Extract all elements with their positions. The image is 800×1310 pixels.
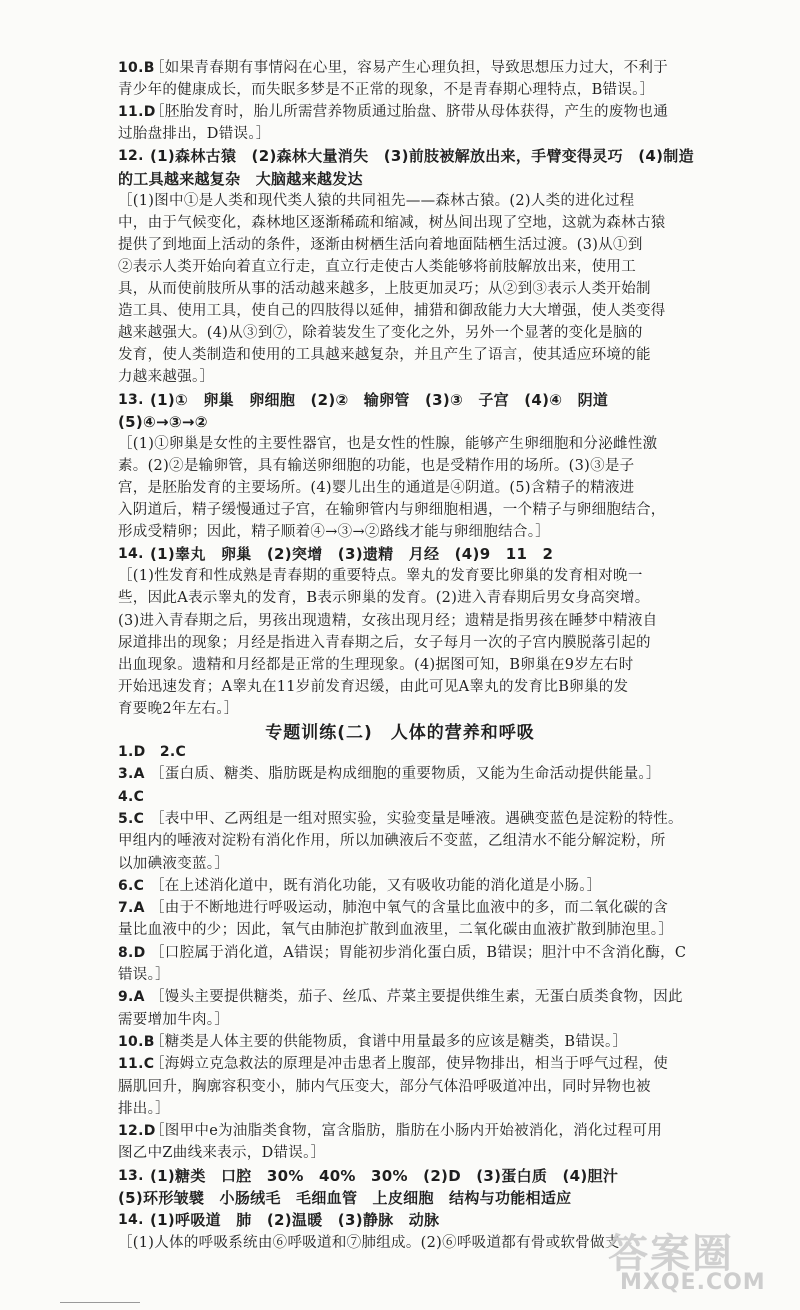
answer-text-line: ［胚胎发育时，胎儿所需营养物质通过胎盘、脐带从母体获得，产生的废物也通 (150, 104, 668, 121)
question-number: 11.D (118, 104, 156, 121)
question-number: 13. (118, 391, 144, 408)
answer-text-line: 育要晚2年左右。］ (118, 700, 239, 717)
answer-text-line: ［海姆立克急救法的原理是冲击患者上腹部，使异物排出，相当于呼气过程，使 (150, 1056, 668, 1073)
answer-text-line: 需要增加牛肉。］ (118, 1011, 230, 1028)
answer-text-line: 排出。］ (118, 1100, 170, 1117)
question-number: 8.D (118, 944, 146, 961)
answer-text-line: 青少年的健康成长，而失眠多梦是不正常的现象，不是青春期心理特点，B错误。］ (118, 82, 655, 99)
answer-text-line: ［馒头主要提供糖类，茄子、丝瓜、芹菜主要提供维生素，无蛋白质类食物，因此 (150, 989, 683, 1006)
answer-text-line: 错误。］ (118, 967, 170, 983)
answer-text-line: 具，从而使前肢所从事的活动越来越多，上肢更加灵巧；从②到③表示人类开始制 (118, 281, 651, 297)
answer-text-line: 量比血液中的少；因此，氧气由肺泡扩散到血液里，二氧化碳由血液扩散到肺泡里。］ (118, 922, 674, 939)
question-number: 1.D 2.C (118, 744, 187, 760)
answer-text-line: 力越来越强。］ (118, 369, 215, 386)
question-number: 4.C (118, 788, 145, 805)
question-number: 10.B (118, 1033, 155, 1050)
answer-text-line: ②表示人类开始向着直立行走，直立行走使古人类能够将前肢解放出来，使用工 (118, 258, 636, 275)
question-number: 5.C (118, 810, 145, 827)
answer-text-line: ［(1)人体的呼吸系统由⑥呼吸道和⑦肺组成。(2)⑥呼吸道都有骨或软骨做支 (118, 1234, 620, 1251)
answer-text-line: (1)森林古猿 (2)森林大量消失 (3)前肢被解放出来，手臂变得灵巧 (4)制造 (150, 147, 694, 166)
answer-text-line: 过胎盘排出，D错误。］ (118, 126, 271, 143)
answer-text-line: ［表中甲、乙两组是一组对照实验，实验变量是唾液。遇碘变蓝色是淀粉的特性。 (150, 810, 683, 827)
answer-text-line: 出血现象。遗精和月经都是正常的生理现象。(4)据图可知，B卵巢在9岁左右时 (118, 656, 634, 673)
answer-text-line: ［蛋白质、糖类、脂肪既是构成细胞的重要物质，又能为生命活动提供能量。］ (150, 766, 661, 783)
watermark-url: MXQE.COM (620, 1270, 766, 1295)
question-number: 10.B (118, 60, 155, 76)
answer-text-line: (3)进入青春期之后，男孩出现遗精，女孩出现月经；遗精是指男孩在睡梦中精液自 (118, 612, 658, 629)
answer-text-line: 宫，是胚胎发育的主要场所。(4)婴儿出生的通道是④阴道。(5)含精子的精液进 (118, 479, 635, 496)
answer-text-line: 发育，使人类制造和使用的工具越来越复杂，并且产生了语言，使其适应环境的能 (118, 347, 651, 364)
question-number: 14. (118, 546, 144, 563)
answer-text-line: ［如果青春期有事情闷在心里，容易产生心理负担，导致思想压力过大，不利于 (150, 60, 668, 76)
footer-rule (60, 1302, 140, 1303)
answer-text-line: 越来越强大。(4)从③到⑦，除着装发生了变化之外，另外一个显著的变化是脑的 (118, 325, 643, 342)
question-number: 12.D (118, 1123, 156, 1140)
answer-text-line: ［(1)图中①是人类和现代类人猿的共同祖先——森林古猿。(2)人类的进化过程 (118, 192, 635, 209)
question-number: 6.C (118, 877, 145, 894)
answer-text-line: 中，由于气候变化，森林地区逐渐稀疏和缩减，树丛间出现了空地，这就为森林古猿 (118, 214, 666, 231)
question-number: 7.A (118, 900, 145, 917)
answer-text-line: 的工具越来越复杂 大脑越来越发达 (118, 169, 363, 188)
answer-text-line: 膈肌回升，胸廓容积变小，肺内气压变大，部分气体沿呼吸道冲出，同时异物也被 (118, 1078, 651, 1095)
watermark-logo (600, 1222, 790, 1302)
answer-text-line: 图乙中Z曲线来表示，D错误。］ (118, 1145, 326, 1162)
watermark-text: 答案圈 (608, 1231, 734, 1277)
answer-text-line: 甲组内的唾液对淀粉有消化作用，所以加碘液后不变蓝，乙组清水不能分解淀粉，所 (118, 833, 666, 850)
question-number: 12. (118, 148, 144, 165)
answer-text-line: (5)环形皱襞 小肠绒毛 毛细血管 上皮细胞 结构与功能相适应 (118, 1189, 572, 1207)
answer-text-line: ［(1)性发育和性成熟是青春期的重要特点。睾丸的发育要比卵巢的发育相对晚一 (118, 568, 643, 585)
answer-text-line: ［口腔属于消化道，A错误；胃能初步消化蛋白质，B错误；胆汁中不含消化酶，C (150, 944, 687, 961)
question-number: 13. (118, 1167, 144, 1184)
answer-text-line: (1)糖类 口腔 30% 40% 30% (2)D (3)蛋白质 (4)胆汁 (150, 1166, 619, 1185)
question-number: 9.A (118, 989, 145, 1006)
answer-text-line: ［图甲中e为油脂类食物，富含脂肪，脂肪在小肠内开始被消化，消化过程可用 (150, 1123, 663, 1140)
answer-text-line: 以加碘液变蓝。］ (118, 855, 230, 872)
answer-text-line: 素。(2)②是输卵管，具有输送卵细胞的功能，也是受精作用的场所。(3)③是子 (118, 457, 635, 474)
answer-text-line: 开始迅速发育；A睾丸在11岁前发育迟缓，由此可见A睾丸的发育比B卵巢的发 (118, 678, 629, 695)
answer-text-line: (1)① 卵巢 卵细胞 (2)② 输卵管 (3)③ 子宫 (4)④ 阴道 (150, 390, 609, 409)
answer-text-line: ［(1)①卵巢是女性的主要性器官，也是女性的性腺，能够产生卵细胞和分泌雌性激 (118, 435, 658, 452)
answer-text-line: (1)呼吸道 肺 (2)温暖 (3)静脉 动脉 (150, 1211, 440, 1230)
answer-text-line: 些，因此A表示睾丸的发育，B表示卵巢的发育。(2)进入青春期后男女身高突增。 (118, 590, 650, 607)
answer-text-line: (5)④→③→② (118, 412, 208, 431)
answer-text-line: 形成受精卵；因此，精子顺着④→③→②路线才能与卵细胞结合。］ (118, 524, 551, 541)
question-number: 11.C (118, 1056, 155, 1073)
answer-text-line: ［糖类是人体主要的供能物质，食谱中用量最多的应该是糖类，B错误。］ (150, 1033, 628, 1050)
answer-text-line: 造工具、使用工具，使自己的四肢得以延伸，捕猎和御敌能力大大增强，使人类变得 (118, 303, 666, 320)
question-number: 3.A (118, 766, 145, 783)
answer-text-line: (1)睾丸 卵巢 (2)突增 (3)遗精 月经 (4)9 11 2 (150, 545, 554, 564)
section-title: 专题训练(二) 人体的营养和呼吸 (265, 723, 535, 743)
answer-text-line: ［由于不断地进行呼吸运动，肺泡中氧气的含量比血液中的多，而二氧化碳的含 (150, 900, 668, 917)
answer-text-line: ［在上述消化道中，既有消化功能，又有吸收功能的消化道是小肠。］ (150, 877, 602, 894)
question-number: 14. (118, 1212, 144, 1229)
answer-text-line: 提供了到地面上活动的条件，逐渐由树栖生活向着地面陆栖生活过渡。(3)从①到 (118, 236, 643, 253)
answer-text-line: 入阴道后，精子缓慢通过子宫，在输卵管内与卵细胞相遇，一个精子与卵细胞结合， (118, 502, 666, 518)
answer-text-line: 尿道排出的现象；月经是指进入青春期之后，女子每月一次的子宫内膜脱落引起的 (118, 634, 651, 651)
